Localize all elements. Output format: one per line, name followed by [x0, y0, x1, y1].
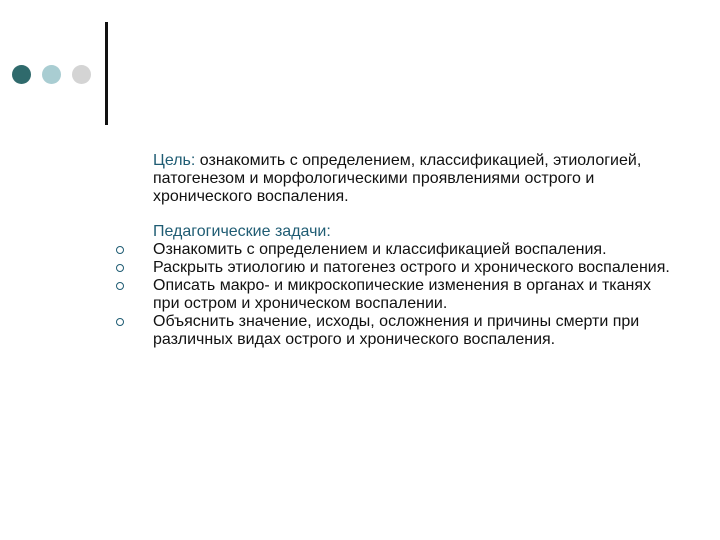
decorative-dot-light [42, 65, 61, 84]
bullet-icon [116, 264, 124, 272]
bullet-icon [116, 246, 124, 254]
task-text: Раскрыть этиологию и патогенез острого и хронического воспаления. [153, 259, 670, 276]
vertical-divider [105, 22, 108, 125]
list-item [153, 277, 673, 313]
task-text: Описать макро- и микроскопические изменения в органах и тканях при остром и хроническом воспалении. [153, 277, 652, 312]
task-text: Ознакомить с определением и классификацией воспаления. [153, 241, 607, 258]
tasks-list [153, 241, 673, 349]
decorative-dot-gray [72, 65, 91, 84]
bullet-icon [116, 282, 124, 290]
list-item [153, 259, 673, 277]
goal-label: Цель: [153, 152, 196, 169]
tasks-heading: Педагогические задачи: [153, 223, 331, 240]
list-item [153, 241, 673, 259]
goal-text: ознакомить с определением, классификацией, этиологией, патогенезом и морфологическими проявлениями острого и хронического воспаления. [153, 152, 642, 205]
decorative-dot-dark [12, 65, 31, 84]
slide-content [153, 152, 673, 349]
list-item [153, 313, 673, 349]
goal-paragraph [153, 152, 673, 206]
bullet-icon [116, 318, 124, 326]
task-text: Объяснить значение, исходы, осложнения и причины смерти при различных видах острого и хронического воспаления. [153, 313, 640, 348]
